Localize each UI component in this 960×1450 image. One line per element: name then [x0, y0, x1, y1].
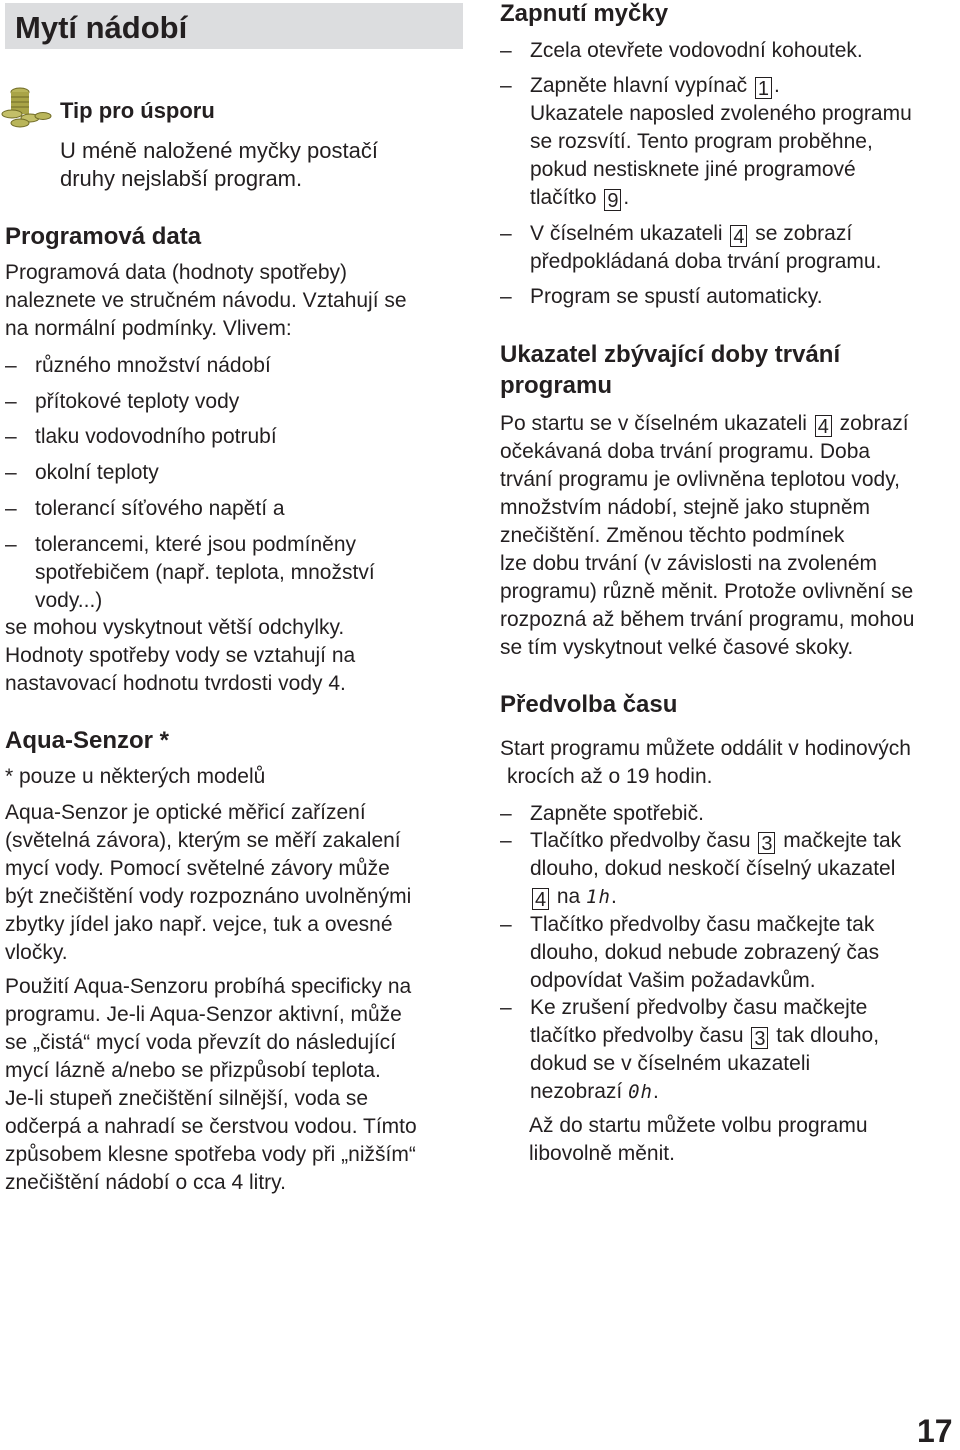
- preset-heading: Předvolba času: [500, 691, 678, 718]
- switch-on-heading: Zapnutí myčky: [500, 0, 669, 27]
- program-data-heading: Programová data: [5, 223, 202, 250]
- remaining-time-heading: Ukazatel zbývající doby trvání programu: [500, 341, 841, 399]
- program-data-intro: Programová data (hodnoty spotřeby) naleznete ve stručném návodu. Vztahují se na normální podmínky. Vlivem:: [5, 261, 407, 340]
- preset-outro: Až do startu můžete volbu programu libovolně měnit.: [529, 1114, 868, 1165]
- button-reference-box: 1: [755, 77, 772, 99]
- remaining-time-text: Po startu se v číselném ukazateli 4 zobrazí očekávaná doba trvání programu. Doba trvání programu je ovlivněna teplotou vody, množstvím nádobí, stejně jako stupněm znečištění. Změnou těchto podmínek lze dobu trvání (v závislosti na zvoleném programu) různě měnit. Protože ovlivnění se rozpozná až během trvání programu, mohou se tím vyskytnout velké časové skoky.: [500, 412, 915, 659]
- button-reference-box: 3: [758, 832, 775, 854]
- aqua-paragraph-2: Použití Aqua-Senzoru probíhá specificky na programu. Je-li Aqua-Senzor aktivní, může se „čistá“ mycí voda převzít do následující mycí lázně a/nebo se přizpůsobí teplota. Je-li stupeň znečištění silnější, voda se odčerpá a nahradí se čerstvou vodou. Tímto způsobem klesne spotřeba vody při „nižším“ znečištění nádobí o cca 4 litry.: [5, 975, 417, 1194]
- page-number: 17: [917, 1413, 953, 1449]
- aqua-note: * pouze u některých modelů: [5, 765, 266, 788]
- button-reference-box: 9: [604, 189, 621, 211]
- display-reference-box: 4: [730, 225, 747, 247]
- tip-heading: Tip pro úsporu: [60, 98, 215, 123]
- program-data-outro: se mohou vyskytnout větší odchylky. Hodnoty spotřeby vody se vztahují na nastavovací hodnotu tvrdosti vody 4.: [5, 616, 356, 695]
- display-reference-box: 4: [815, 415, 832, 437]
- button-reference-box: 3: [751, 1027, 768, 1049]
- display-reference-box: 4: [532, 888, 549, 910]
- segment-display-value: 0h: [628, 1081, 653, 1103]
- page-title: Mytí nádobí: [15, 10, 188, 45]
- segment-display-value: 1h: [586, 886, 611, 908]
- preset-intro: Start programu můžete oddálit v hodinových krocích až o 19 hodin.: [500, 737, 911, 788]
- aqua-heading: Aqua-Senzor *: [5, 727, 170, 754]
- section-title-bar: [5, 3, 463, 49]
- aqua-paragraph-1: Aqua-Senzor je optické měřicí zařízení (světelná závora), kterým se měří zakalení mycí vody. Pomocí světelné závory může být znečištění vody rozpoznáno uvolněnými zbytky jídel jako např. vejce, tuk a ovesné vločky.: [5, 801, 412, 964]
- coins-icon: [0, 80, 54, 130]
- tip-text: U méně naložené myčky postačí druhy nejslabší program.: [60, 138, 378, 191]
